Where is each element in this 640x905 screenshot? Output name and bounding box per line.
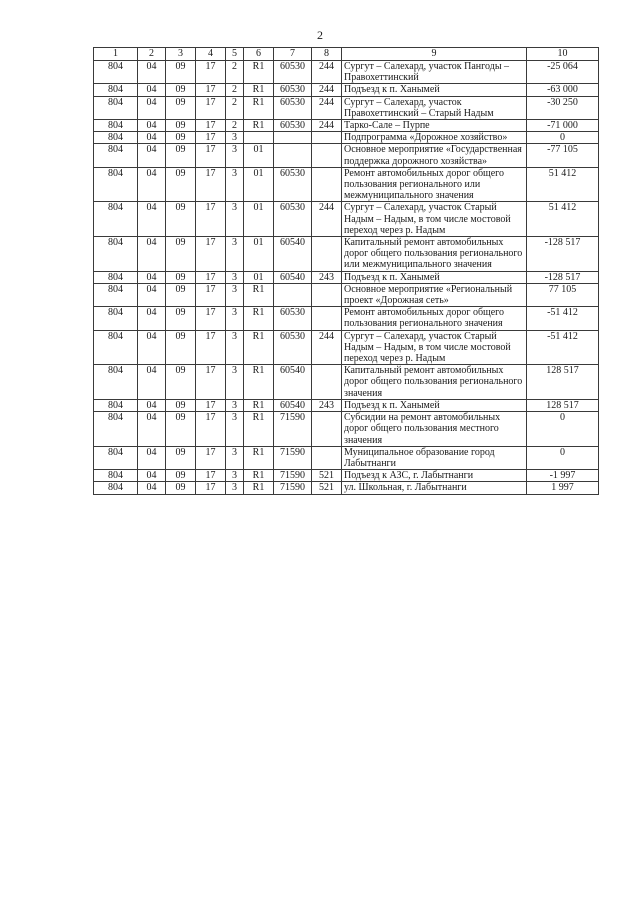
table-row (94, 330, 599, 365)
column-number-row (94, 48, 599, 61)
item-description-cell: Подъезд к АЗС, г. Лабытнанги (342, 470, 527, 482)
direction-code-cell: 60530 (274, 84, 312, 96)
section-code-cell: 04 (138, 446, 166, 469)
item-description-cell: Подпрограмма «Дорожное хозяйство» (342, 132, 527, 144)
ministry-code-cell: 804 (94, 482, 138, 494)
direction-code-cell: 71590 (274, 412, 312, 447)
program-code-cell: 17 (196, 446, 226, 469)
activity-code-cell: 01 (244, 202, 274, 237)
subsection-code-cell: 09 (166, 132, 196, 144)
section-code-cell: 04 (138, 330, 166, 365)
expense-type-code-cell (312, 144, 342, 167)
program-code-cell: 17 (196, 399, 226, 411)
column-header: 9 (342, 48, 527, 61)
amount-cell: -71 000 (527, 120, 599, 132)
expense-type-code-cell: 521 (312, 470, 342, 482)
subsection-code-cell: 09 (166, 470, 196, 482)
direction-code-cell: 60540 (274, 399, 312, 411)
table-row (94, 237, 599, 272)
item-description-cell: Субсидии на ремонт автомобильных дорог общего пользования местного значения (342, 412, 527, 447)
program-code-cell: 17 (196, 482, 226, 494)
expense-type-code-cell: 244 (312, 120, 342, 132)
subsection-code-cell: 09 (166, 482, 196, 494)
table-row (94, 132, 599, 144)
item-description-cell: ул. Школьная, г. Лабытнанги (342, 482, 527, 494)
expense-type-code-cell (312, 283, 342, 306)
subprogram-code-cell: 3 (226, 330, 244, 365)
ministry-code-cell: 804 (94, 365, 138, 400)
expense-type-code-cell (312, 365, 342, 400)
activity-code-cell: R1 (244, 399, 274, 411)
section-code-cell: 04 (138, 482, 166, 494)
activity-code-cell: R1 (244, 120, 274, 132)
activity-code-cell: 01 (244, 167, 274, 202)
item-description-cell: Ремонт автомобильных дорог общего пользования регионального или межмуниципального значения (342, 167, 527, 202)
subprogram-code-cell: 3 (226, 237, 244, 272)
subprogram-code-cell: 3 (226, 307, 244, 330)
table-body (94, 61, 599, 495)
table-row (94, 412, 599, 447)
ministry-code-cell: 804 (94, 167, 138, 202)
activity-code-cell: R1 (244, 96, 274, 119)
direction-code-cell (274, 144, 312, 167)
item-description-cell: Капитальный ремонт автомобильных дорог общего пользования регионального значения (342, 365, 527, 400)
activity-code-cell: 01 (244, 271, 274, 283)
ministry-code-cell: 804 (94, 120, 138, 132)
direction-code-cell: 60530 (274, 307, 312, 330)
activity-code-cell: 01 (244, 237, 274, 272)
table-row (94, 96, 599, 119)
column-header: 10 (527, 48, 599, 61)
column-header: 5 (226, 48, 244, 61)
program-code-cell: 17 (196, 167, 226, 202)
direction-code-cell: 71590 (274, 482, 312, 494)
expense-type-code-cell: 243 (312, 399, 342, 411)
subsection-code-cell: 09 (166, 365, 196, 400)
program-code-cell: 17 (196, 132, 226, 144)
direction-code-cell: 71590 (274, 470, 312, 482)
section-code-cell: 04 (138, 307, 166, 330)
item-description-cell: Сургут – Салехард, участок Правохеттинский – Старый Надым (342, 96, 527, 119)
subprogram-code-cell: 3 (226, 399, 244, 411)
amount-cell: -30 250 (527, 96, 599, 119)
expense-type-code-cell: 244 (312, 61, 342, 84)
ministry-code-cell: 804 (94, 470, 138, 482)
direction-code-cell: 60530 (274, 167, 312, 202)
item-description-cell: Сургут – Салехард, участок Старый Надым – Надым, в том числе мостовой переход через р. Надым (342, 202, 527, 237)
program-code-cell: 17 (196, 96, 226, 119)
column-header: 8 (312, 48, 342, 61)
direction-code-cell (274, 283, 312, 306)
activity-code-cell: R1 (244, 412, 274, 447)
activity-code-cell: 01 (244, 144, 274, 167)
amount-cell: 0 (527, 446, 599, 469)
program-code-cell: 17 (196, 283, 226, 306)
direction-code-cell: 60530 (274, 120, 312, 132)
expense-type-code-cell (312, 412, 342, 447)
amount-cell: -63 000 (527, 84, 599, 96)
ministry-code-cell: 804 (94, 237, 138, 272)
column-header: 3 (166, 48, 196, 61)
direction-code-cell: 71590 (274, 446, 312, 469)
amount-cell: -25 064 (527, 61, 599, 84)
direction-code-cell (274, 132, 312, 144)
ministry-code-cell: 804 (94, 307, 138, 330)
expense-type-code-cell: 244 (312, 96, 342, 119)
subprogram-code-cell: 2 (226, 96, 244, 119)
amount-cell: 0 (527, 412, 599, 447)
amount-cell: 128 517 (527, 365, 599, 400)
subsection-code-cell: 09 (166, 307, 196, 330)
ministry-code-cell: 804 (94, 412, 138, 447)
direction-code-cell: 60530 (274, 96, 312, 119)
table-row (94, 61, 599, 84)
column-header: 2 (138, 48, 166, 61)
item-description-cell: Тарко-Сале – Пурпе (342, 120, 527, 132)
program-code-cell: 17 (196, 144, 226, 167)
ministry-code-cell: 804 (94, 271, 138, 283)
subsection-code-cell: 09 (166, 61, 196, 84)
amount-cell: 51 412 (527, 202, 599, 237)
program-code-cell: 17 (196, 330, 226, 365)
table-row (94, 482, 599, 494)
subprogram-code-cell: 3 (226, 470, 244, 482)
table-row (94, 167, 599, 202)
activity-code-cell: R1 (244, 330, 274, 365)
ministry-code-cell: 804 (94, 96, 138, 119)
item-description-cell: Основное мероприятие «Региональный проект «Дорожная сеть» (342, 283, 527, 306)
ministry-code-cell: 804 (94, 84, 138, 96)
direction-code-cell: 60530 (274, 330, 312, 365)
activity-code-cell: R1 (244, 482, 274, 494)
direction-code-cell: 60540 (274, 271, 312, 283)
program-code-cell: 17 (196, 120, 226, 132)
program-code-cell: 17 (196, 61, 226, 84)
item-description-cell: Подъезд к п. Ханымей (342, 271, 527, 283)
program-code-cell: 17 (196, 271, 226, 283)
table-row (94, 271, 599, 283)
program-code-cell: 17 (196, 307, 226, 330)
direction-code-cell: 60540 (274, 237, 312, 272)
amount-cell: -51 412 (527, 307, 599, 330)
table-row (94, 365, 599, 400)
amount-cell: 0 (527, 132, 599, 144)
table-row (94, 470, 599, 482)
ministry-code-cell: 804 (94, 61, 138, 84)
subsection-code-cell: 09 (166, 271, 196, 283)
amount-cell: 77 105 (527, 283, 599, 306)
ministry-code-cell: 804 (94, 399, 138, 411)
ministry-code-cell: 804 (94, 132, 138, 144)
subsection-code-cell: 09 (166, 446, 196, 469)
table-row (94, 84, 599, 96)
subsection-code-cell: 09 (166, 237, 196, 272)
subprogram-code-cell: 3 (226, 202, 244, 237)
section-code-cell: 04 (138, 61, 166, 84)
subsection-code-cell: 09 (166, 120, 196, 132)
expense-type-code-cell: 521 (312, 482, 342, 494)
program-code-cell: 17 (196, 237, 226, 272)
table-row (94, 202, 599, 237)
column-header: 6 (244, 48, 274, 61)
program-code-cell: 17 (196, 365, 226, 400)
program-code-cell: 17 (196, 470, 226, 482)
item-description-cell: Сургут – Салехард, участок Старый Надым – Надым, в том числе мостовой переход через р. Надым (342, 330, 527, 365)
subsection-code-cell: 09 (166, 202, 196, 237)
budget-table (93, 47, 599, 495)
section-code-cell: 04 (138, 132, 166, 144)
section-code-cell: 04 (138, 365, 166, 400)
expense-type-code-cell: 243 (312, 271, 342, 283)
expense-type-code-cell (312, 167, 342, 202)
section-code-cell: 04 (138, 202, 166, 237)
subprogram-code-cell: 3 (226, 482, 244, 494)
subsection-code-cell: 09 (166, 412, 196, 447)
item-description-cell: Основное мероприятие «Государственная поддержка дорожного хозяйства» (342, 144, 527, 167)
expense-type-code-cell: 244 (312, 330, 342, 365)
section-code-cell: 04 (138, 84, 166, 96)
direction-code-cell: 60530 (274, 202, 312, 237)
program-code-cell: 17 (196, 202, 226, 237)
item-description-cell: Сургут – Салехард, участок Пангоды – Правохеттинский (342, 61, 527, 84)
subsection-code-cell: 09 (166, 330, 196, 365)
subprogram-code-cell: 3 (226, 412, 244, 447)
item-description-cell: Капитальный ремонт автомобильных дорог общего пользования регионального или межмуниципального значения (342, 237, 527, 272)
section-code-cell: 04 (138, 237, 166, 272)
amount-cell: 1 997 (527, 482, 599, 494)
subsection-code-cell: 09 (166, 283, 196, 306)
item-description-cell: Муниципальное образование город Лабытнанги (342, 446, 527, 469)
subprogram-code-cell: 3 (226, 167, 244, 202)
activity-code-cell: R1 (244, 283, 274, 306)
table-row (94, 144, 599, 167)
amount-cell: 128 517 (527, 399, 599, 411)
subsection-code-cell: 09 (166, 84, 196, 96)
table-row (94, 283, 599, 306)
activity-code-cell: R1 (244, 307, 274, 330)
ministry-code-cell: 804 (94, 144, 138, 167)
amount-cell: -128 517 (527, 237, 599, 272)
subsection-code-cell: 09 (166, 144, 196, 167)
expense-type-code-cell (312, 132, 342, 144)
subprogram-code-cell: 2 (226, 120, 244, 132)
subprogram-code-cell: 3 (226, 365, 244, 400)
section-code-cell: 04 (138, 412, 166, 447)
table-row (94, 120, 599, 132)
subprogram-code-cell: 3 (226, 271, 244, 283)
activity-code-cell: R1 (244, 61, 274, 84)
activity-code-cell: R1 (244, 84, 274, 96)
table-row (94, 307, 599, 330)
expense-type-code-cell (312, 237, 342, 272)
section-code-cell: 04 (138, 399, 166, 411)
column-header: 4 (196, 48, 226, 61)
subprogram-code-cell: 3 (226, 144, 244, 167)
column-header: 7 (274, 48, 312, 61)
section-code-cell: 04 (138, 144, 166, 167)
activity-code-cell: R1 (244, 470, 274, 482)
expense-type-code-cell: 244 (312, 84, 342, 96)
table-row (94, 399, 599, 411)
activity-code-cell: R1 (244, 446, 274, 469)
ministry-code-cell: 804 (94, 330, 138, 365)
table-row (94, 446, 599, 469)
amount-cell: -51 412 (527, 330, 599, 365)
subsection-code-cell: 09 (166, 96, 196, 119)
section-code-cell: 04 (138, 283, 166, 306)
direction-code-cell: 60530 (274, 61, 312, 84)
subprogram-code-cell: 3 (226, 283, 244, 306)
amount-cell: -128 517 (527, 271, 599, 283)
section-code-cell: 04 (138, 271, 166, 283)
item-description-cell: Подъезд к п. Ханымей (342, 84, 527, 96)
section-code-cell: 04 (138, 120, 166, 132)
item-description-cell: Подъезд к п. Ханымей (342, 399, 527, 411)
activity-code-cell (244, 132, 274, 144)
expense-type-code-cell: 244 (312, 202, 342, 237)
ministry-code-cell: 804 (94, 283, 138, 306)
direction-code-cell: 60540 (274, 365, 312, 400)
subprogram-code-cell: 2 (226, 84, 244, 96)
amount-cell: -77 105 (527, 144, 599, 167)
page-number: 2 (317, 28, 323, 42)
activity-code-cell: R1 (244, 365, 274, 400)
subprogram-code-cell: 3 (226, 446, 244, 469)
section-code-cell: 04 (138, 96, 166, 119)
subsection-code-cell: 09 (166, 399, 196, 411)
subprogram-code-cell: 3 (226, 132, 244, 144)
section-code-cell: 04 (138, 470, 166, 482)
subsection-code-cell: 09 (166, 167, 196, 202)
section-code-cell: 04 (138, 167, 166, 202)
ministry-code-cell: 804 (94, 446, 138, 469)
program-code-cell: 17 (196, 412, 226, 447)
expense-type-code-cell (312, 307, 342, 330)
ministry-code-cell: 804 (94, 202, 138, 237)
amount-cell: -1 997 (527, 470, 599, 482)
column-header: 1 (94, 48, 138, 61)
expense-type-code-cell (312, 446, 342, 469)
program-code-cell: 17 (196, 84, 226, 96)
subprogram-code-cell: 2 (226, 61, 244, 84)
item-description-cell: Ремонт автомобильных дорог общего пользования регионального значения (342, 307, 527, 330)
amount-cell: 51 412 (527, 167, 599, 202)
